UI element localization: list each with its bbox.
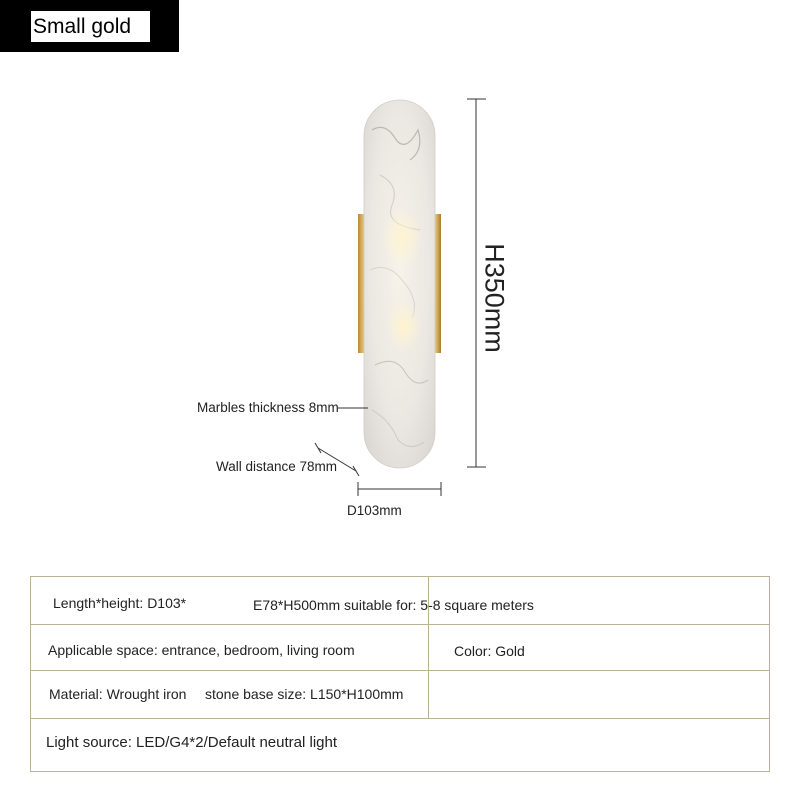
spec-base-size: stone base size: L150*H100mm	[205, 686, 404, 702]
spec-table	[30, 576, 770, 772]
wall-distance-tick	[315, 443, 321, 453]
wall-distance-tick	[353, 466, 359, 476]
marble-panel	[364, 100, 435, 468]
spec-applicable-space: Applicable space: entrance, bedroom, living room	[48, 642, 355, 658]
height-label: H350mm	[479, 243, 510, 353]
width-label: D103mm	[347, 503, 402, 518]
table-row-divider	[31, 718, 769, 719]
spec-suitable-area: E78*H500mm suitable for: 5-8 square meters	[253, 597, 534, 613]
spec-length-height: Length*height: D103*	[53, 595, 187, 611]
light-glow	[386, 300, 422, 352]
spec-material: Material: Wrought iron	[49, 686, 187, 702]
spec-light-source: Light source: LED/G4*2/Default neutral light	[46, 734, 337, 751]
variant-tag-label: Small gold	[31, 11, 150, 42]
wall-distance-label: Wall distance 78mm	[216, 459, 338, 474]
light-glow	[382, 208, 422, 268]
marble-thickness-label: Marbles thickness 8mm	[197, 400, 339, 415]
spec-color: Color: Gold	[454, 643, 525, 659]
table-row-divider	[31, 670, 769, 671]
table-row-divider	[31, 624, 769, 625]
